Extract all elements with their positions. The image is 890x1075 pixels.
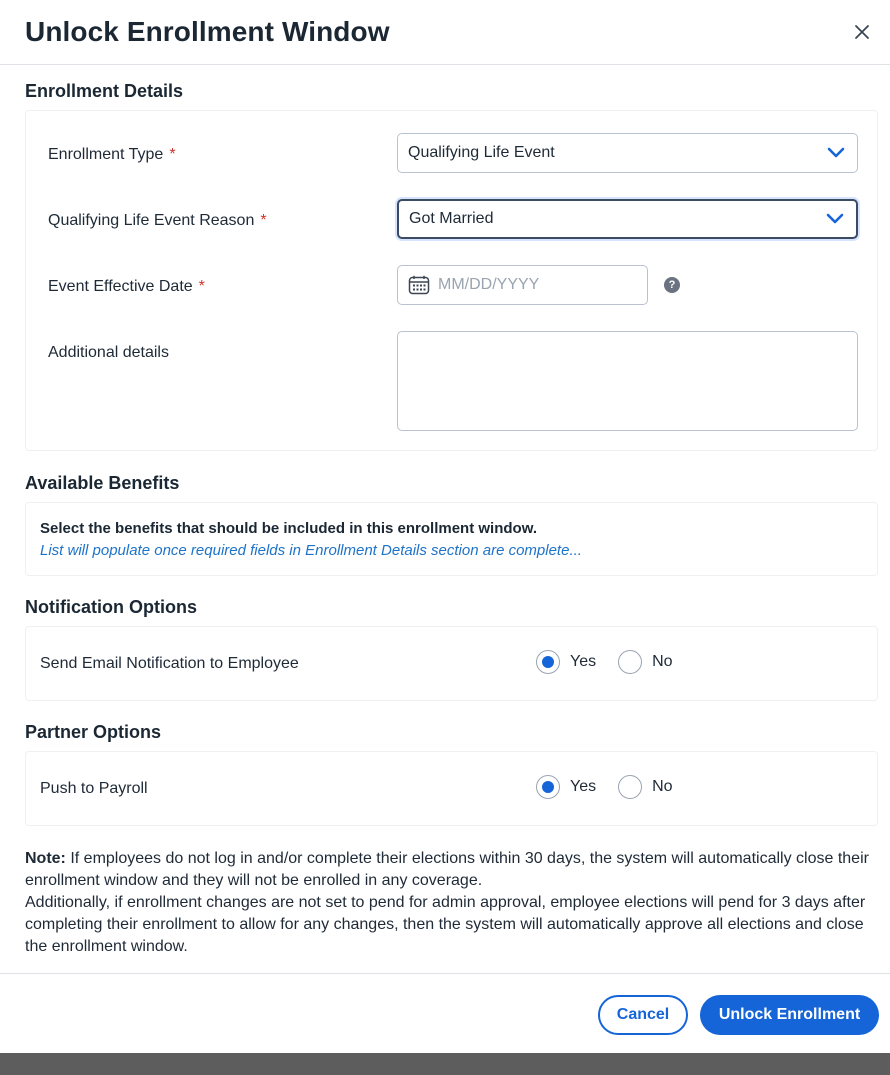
close-icon	[854, 24, 870, 40]
help-icon[interactable]: ?	[664, 277, 680, 293]
close-button[interactable]	[850, 20, 874, 44]
calendar-icon[interactable]	[408, 275, 430, 295]
send-email-radio-group	[536, 650, 695, 674]
enrollment-type-select[interactable]	[397, 133, 858, 173]
reason-label	[48, 212, 267, 230]
additional-details-textarea[interactable]	[397, 331, 858, 431]
benefits-populate-note: List will populate once required fields in Enrollment Details section are complete...	[40, 542, 582, 559]
reason-select[interactable]	[397, 199, 858, 239]
push-to-payroll-label: Push to Payroll	[40, 780, 148, 797]
chevron-down-icon	[826, 213, 844, 225]
effective-date-placeholder: MM/DD/YYYY	[438, 276, 540, 293]
enrollment-note	[25, 848, 870, 958]
cancel-button[interactable]: Cancel	[598, 995, 688, 1035]
note-line-1	[25, 848, 870, 892]
modal-backdrop	[0, 1053, 890, 1075]
no-label: No	[652, 778, 673, 795]
partner-options-title: Partner Options	[25, 722, 162, 742]
radio-dot	[542, 656, 554, 668]
radio-unchecked[interactable]	[618, 775, 642, 799]
enrollment-type-label-text: Enrollment Type	[48, 146, 164, 163]
radio-checked[interactable]	[536, 650, 560, 674]
additional-details-label: Additional details	[48, 344, 169, 361]
send-email-yes-radio[interactable]	[536, 650, 596, 674]
required-mark: *	[169, 146, 176, 163]
effective-date-label-text: Event Effective Date	[48, 278, 193, 295]
reason-label-text: Qualifying Life Event Reason	[48, 212, 255, 229]
note-text-1: If employees do not log in and/or complete their elections within 30 days, the system will automatically close their enrollment window and they will not be enrolled in any coverage.	[25, 850, 869, 889]
effective-date-label	[48, 278, 205, 296]
yes-label: Yes	[570, 778, 597, 795]
partner-options-card	[25, 751, 878, 826]
push-payroll-no-radio[interactable]	[618, 775, 672, 799]
send-email-no-radio[interactable]	[618, 650, 672, 674]
radio-dot	[542, 781, 554, 793]
note-prefix: Note:	[25, 850, 66, 867]
push-to-payroll-radio-group	[536, 775, 695, 799]
required-mark: *	[260, 212, 267, 229]
enrollment-details-title: Enrollment Details	[25, 81, 184, 101]
no-label: No	[652, 653, 673, 670]
notification-options-card	[25, 626, 878, 701]
radio-unchecked[interactable]	[618, 650, 642, 674]
modal-title: Unlock Enrollment Window	[25, 16, 390, 47]
unlock-enrollment-button[interactable]: Unlock Enrollment	[700, 995, 879, 1035]
note-line-2: Additionally, if enrollment changes are not set to pend for admin approval, employee elections will pend for 3 days after completing their enrollment to allow for any changes, then the system will automatically approve all elections and close the enrollment window.	[25, 894, 866, 955]
chevron-down-icon	[827, 147, 845, 159]
notification-options-title: Notification Options	[25, 597, 197, 617]
send-email-label: Send Email Notification to Employee	[40, 655, 299, 672]
enrollment-details-card	[25, 110, 878, 451]
effective-date-input[interactable]	[397, 265, 648, 305]
enrollment-type-label	[48, 146, 176, 164]
yes-label: Yes	[570, 653, 597, 670]
required-mark: *	[198, 278, 205, 295]
modal-header	[0, 0, 890, 65]
radio-checked[interactable]	[536, 775, 560, 799]
available-benefits-card	[25, 502, 878, 576]
benefits-instruction: Select the benefits that should be included in this enrollment window.	[40, 520, 537, 537]
push-payroll-yes-radio[interactable]	[536, 775, 596, 799]
modal-footer	[0, 973, 890, 1053]
enrollment-type-value: Qualifying Life Event	[408, 144, 555, 161]
available-benefits-title: Available Benefits	[25, 473, 180, 493]
reason-value: Got Married	[409, 210, 494, 227]
